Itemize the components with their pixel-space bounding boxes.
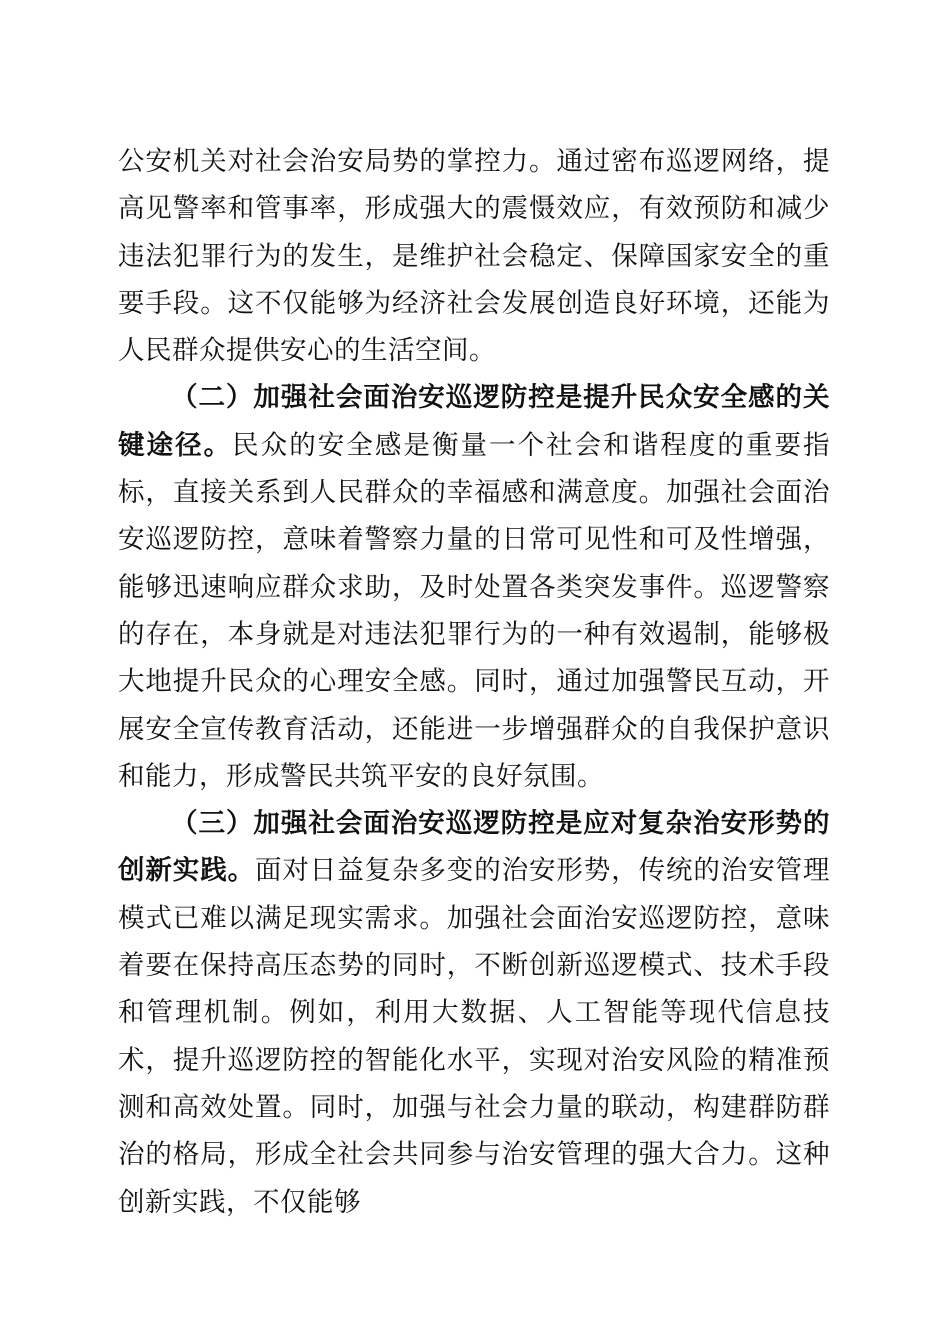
paragraph-body-text: 公安机关对社会治安局势的掌控力。通过密布巡逻网络，提高见警率和管事率，形成强大的震慑效应，有效预防和减少违法犯罪行为的发生，是维护社会稳定、保障国家安全的重要手段。这不仅能够为经济社会发展创造良好环境，还能为人民群众提供安心的生活空间。: [118, 146, 830, 367]
paragraph-section-3: [118, 800, 830, 1226]
section-heading-2: （二）加强社会面治安巡逻防控是提升民众安全感的关键途径。: [118, 382, 830, 461]
paragraph-body-text: 面对日益复杂多变的治安形势，传统的治安管理模式已难以满足现实需求。加强社会面治安巡逻防控，意味着要在保持高压态势的同时，不断创新巡逻模式、技术手段和管理机制。例如，利用大数据、人工智能等现代信息技术，提升巡逻防控的智能化水平，实现对治安风险的精准预测和高效处置。同时，加强与社会力量的联动，构建群防群治的格局，形成全社会共同参与治安管理的强大合力。这种创新实践，不仅能够: [118, 855, 830, 1218]
paragraph-body-text: 民众的安全感是衡量一个社会和谐程度的重要指标，直接关系到人民群众的幸福感和满意度。加强社会面治安巡逻防控，意味着警察力量的日常可见性和可及性增强，能够迅速响应群众求助，及时处置各类突发事件。巡逻警察的存在，本身就是对违法犯罪行为的一种有效遏制，能够极大地提升民众的心理安全感。同时，通过加强警民互动，开展安全宣传教育活动，还能进一步增强群众的自我保护意识和能力，形成警民共筑平安的良好氛围。: [118, 429, 831, 792]
paragraph-continuation: [118, 138, 830, 374]
paragraph-section-2: [118, 374, 830, 800]
document-body: [118, 138, 830, 1226]
section-heading-3: （三）加强社会面治安巡逻防控是应对复杂治安形势的创新实践。: [118, 808, 830, 887]
